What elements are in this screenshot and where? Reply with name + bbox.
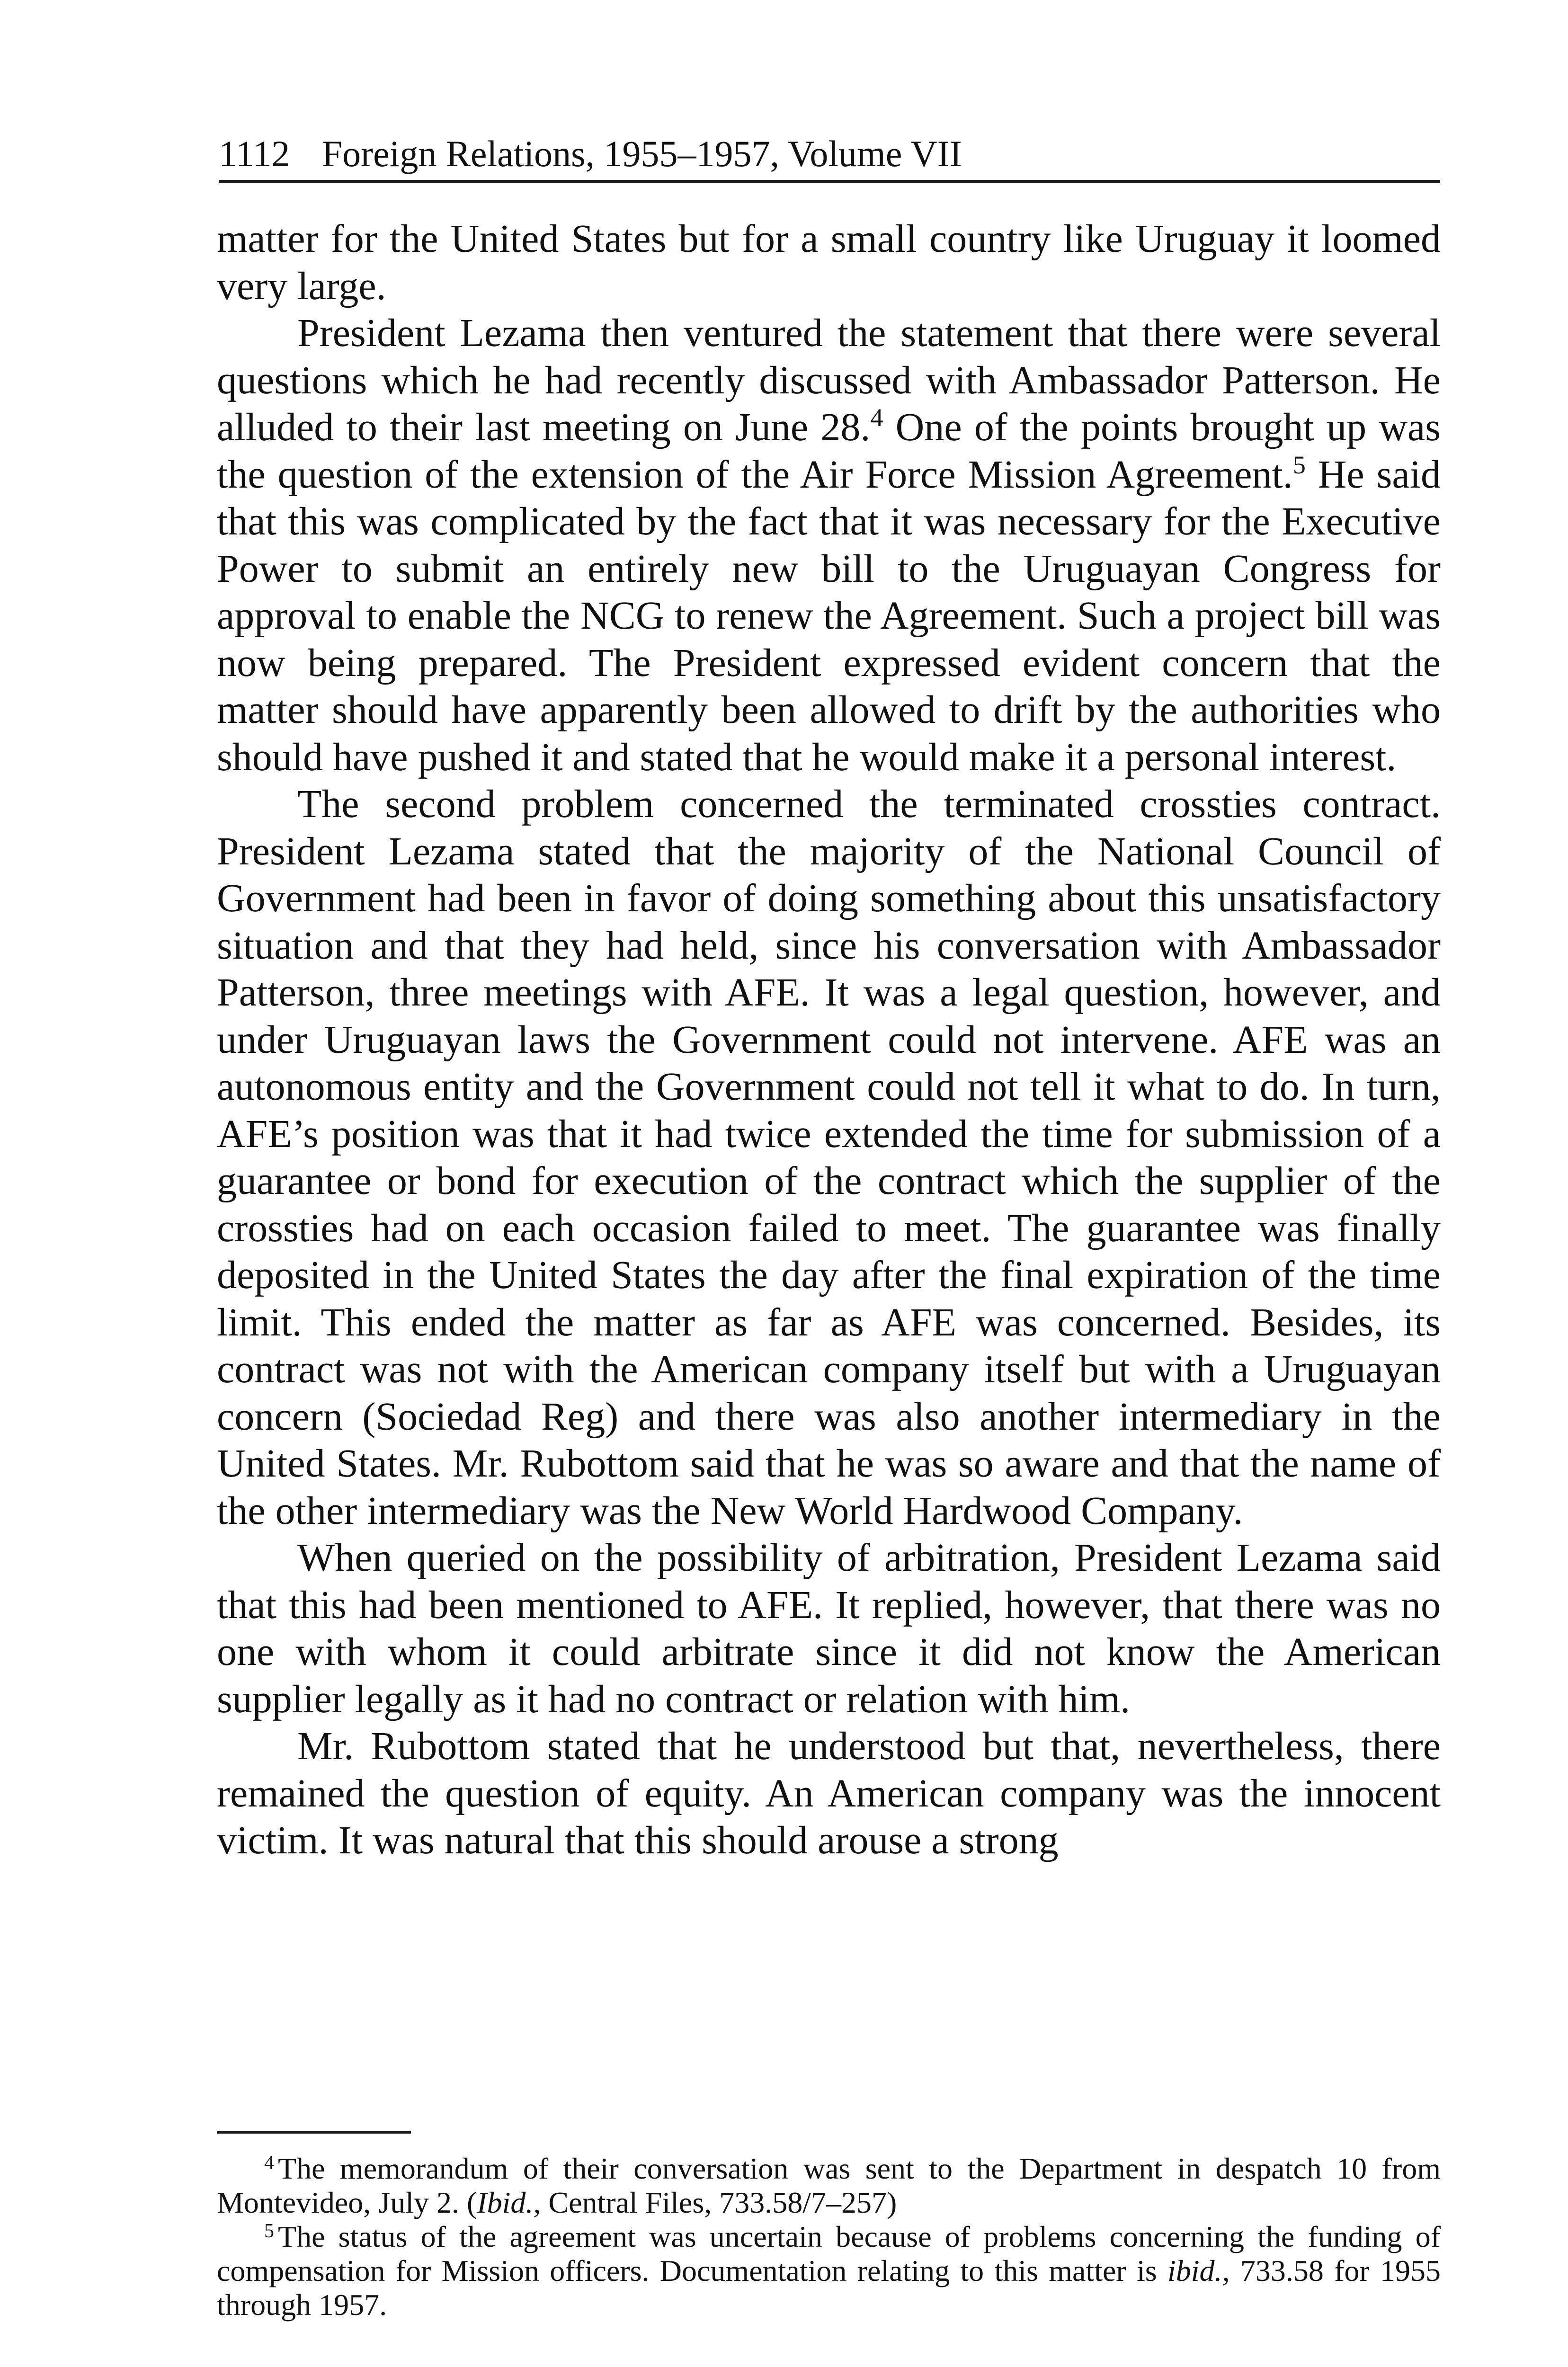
paragraph-2-text-b: One of the points brought up was the question of the extension of the Air Force Mission Agreement. (217, 405, 1441, 497)
paragraph-5: Mr. Rubottom stated that he understood but that, nevertheless, there remained the question of equity. An American company was the innocent victim. It was natural that this should arouse a strong (217, 1724, 1441, 1862)
paragraph-1: matter for the United States but for a small country like Uruguay it loomed very large. (217, 217, 1441, 308)
footnote-divider (217, 2131, 411, 2134)
footnote-5-ibid: ibid., (1167, 2254, 1230, 2287)
footnote-ref-4[interactable]: 4 (870, 403, 883, 432)
footnote-5 (217, 2220, 1441, 2322)
footnote-ref-5[interactable]: 5 (1292, 450, 1306, 479)
footnote-4-marker: 4 (264, 2152, 274, 2174)
paragraph-4: When queried on the possibility of arbitration, President Lezama said that this had been mentioned to AFE. It replied, however, that there was no one with whom it could arbitrate since it did not know the American supplier legally as it had no contract or relation with him. (217, 1536, 1441, 1721)
paragraph-2 (217, 310, 1441, 781)
running-title: Foreign Relations, 1955–1957, Volume VII (321, 133, 962, 174)
footnote-4-ibid: Ibid., (477, 2186, 541, 2219)
footnote-5-text-a: The status of the agreement was uncertain because of problems concerning the funding of compensation for Mission officers. Documentation relating to this matter is (217, 2220, 1441, 2287)
paragraph-2-text-c: He said that this was complicated by the fact that it was necessary for the Executive Power to submit an entirely new bill to the Uruguayan Congress for approval to enable the NCG to renew the Agreement. Such a project bill was now being prepared. The President expressed evident concern that the matter should have apparently been allowed to drift by the authorities who should have pushed it and stated that he would make it a personal interest. (217, 452, 1441, 779)
footnote-5-text-b: 733.58 for 1955 through 1957. (217, 2254, 1441, 2322)
footnote-4-text-b: Central Files, 733.58/7–257) (541, 2186, 897, 2219)
footnote-5-marker: 5 (264, 2220, 274, 2242)
footnotes (217, 2152, 1441, 2322)
running-header (219, 128, 1440, 183)
footnote-4 (217, 2152, 1441, 2220)
page-number: 1112 (219, 133, 290, 174)
body-text (217, 215, 1441, 1864)
footnote-4-text-a: The memorandum of their conversation was sent to the Department in despatch 10 from Montevideo, July 2. ( (217, 2152, 1441, 2219)
paragraph-2-text-a: President Lezama then ventured the statement that there were several questions which he had recently discussed with Ambassador Patterson. He alluded to their last meeting on June 28. (217, 311, 1441, 449)
paragraph-3: The second problem concerned the terminated crossties contract. President Lezama stated that the majority of the National Council of Government had been in favor of doing something about this unsatisfactory situation and that they had held, since his conversation with Ambassador Patterson, three meetings with AFE. It was a legal question, however, and under Uruguayan laws the Government could not intervene. AFE was an autonomous entity and the Government could not tell it what to do. In turn, AFE’s position was that it had twice extended the time for submission of a guarantee or bond for execution of the contract which the supplier of the crossties had on each occasion failed to meet. The guarantee was finally deposited in the United States the day after the final expiration of the time limit. This ended the matter as far as AFE was concerned. Besides, its contract was not with the American company itself but with a Uruguayan concern (Sociedad Reg) and there was also another intermediary in the United States. Mr. Rubottom said that he was so aware and that the name of the other intermediary was the New World Hardwood Company. (217, 782, 1441, 1533)
